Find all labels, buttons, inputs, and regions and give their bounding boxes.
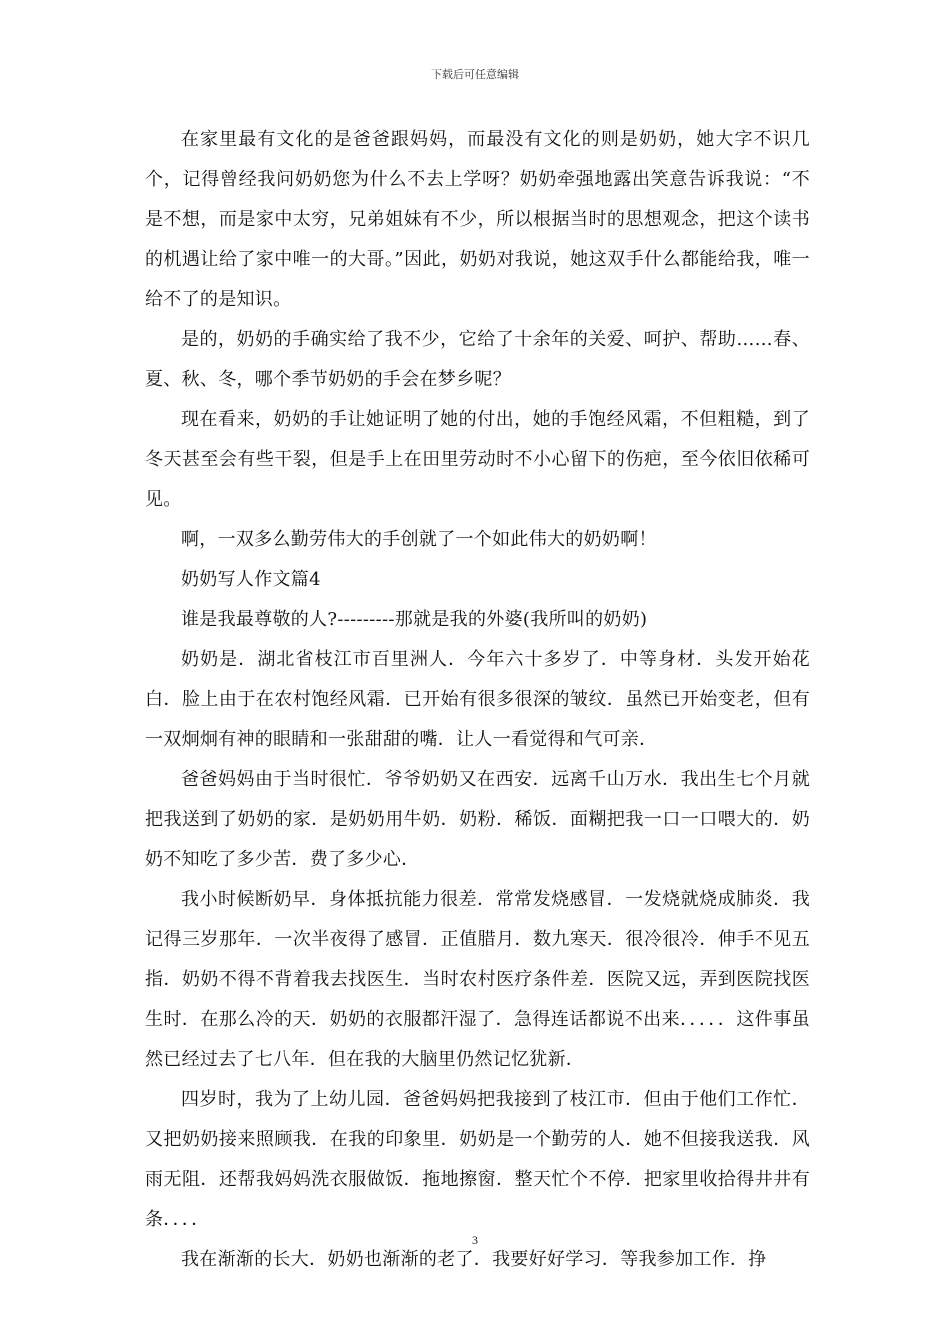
- paragraph: 在家里最有文化的是爸爸跟妈妈，而最没有文化的则是奶奶，她大字不识几个，记得曾经我问奶奶您为什么不去上学呀？奶奶牵强地露出笑意告诉我说：“不是不想，而是家中太穷，兄弟姐妹有不少，所以根据当时的思想观念，把这个读书的机遇让给了家中唯一的大哥。”因此，奶奶对我说，她这双手什么都能给我，唯一给不了的是知识。: [145, 129, 810, 310]
- paragraph: 我在渐渐的长大．奶奶也渐渐的老了．我要好好学习．等我参加工作．挣: [181, 1249, 767, 1270]
- paragraph: 啊，一双多么勤劳伟大的手创就了一个如此伟大的奶奶啊！: [181, 529, 657, 550]
- paragraph: 四岁时，我为了上幼儿园．爸爸妈妈把我接到了枝江市．但由于他们工作忙．又把奶奶接来照顾我．在我的印象里．奶奶是一个勤劳的人．她不但接我送我．风雨无阻．还帮我妈妈洗衣服做饭．拖地擦窗．整天忙个不停．把家里收拾得井井有条．．．．: [145, 1089, 810, 1230]
- section-heading: 奶奶写人作文篇4: [181, 569, 321, 590]
- paragraph: 我小时候断奶早．身体抵抗能力很差．常常发烧感冒．一发烧就烧成肺炎．我记得三岁那年．一次半夜得了感冒．正值腊月．数九寒天．很冷很冷．伸手不见五指．奶奶不得不背着我去找医生．当时农村医疗条件差．医院又远，弄到医院找医生时．在那么冷的天．奶奶的衣服都汗湿了．急得连话都说不出来．．．．．这件事虽然已经过去了七八年．但在我的大脑里仍然记忆犹新．: [145, 889, 810, 1070]
- paragraph: 奶奶是．湖北省枝江市百里洲人．今年六十多岁了．中等身材．头发开始花白．脸上由于在农村饱经风霜．已开始有很多很深的皱纹．虽然已开始变老，但有一双炯炯有神的眼睛和一张甜甜的嘴．让人一看觉得和气可亲．: [145, 649, 810, 750]
- paragraph: 爸爸妈妈由于当时很忙．爷爷奶奶又在西安．远离千山万水．我出生七个月就把我送到了奶奶的家．是奶奶用牛奶．奶粉．稀饭．面糊把我一口一口喂大的．奶奶不知吃了多少苦．费了多少心．: [145, 769, 810, 870]
- page-number: 3: [472, 1233, 478, 1247]
- page-header: 下载后可任意编辑: [431, 68, 519, 81]
- paragraph: 谁是我最尊敬的人?---------那就是我的外婆(我所叫的奶奶): [181, 609, 648, 630]
- paragraph: 现在看来，奶奶的手让她证明了她的付出，她的手饱经风霜，不但粗糙，到了冬天甚至会有些干裂，但是手上在田里劳动时不小心留下的伤疤，至今依旧依稀可见。: [145, 409, 810, 510]
- paragraph: 是的，奶奶的手确实给了我不少，它给了十余年的关爱、呵护、帮助……春、夏、秋、冬，哪个季节奶奶的手会在梦乡呢？: [145, 329, 810, 390]
- document-body: [145, 120, 810, 1280]
